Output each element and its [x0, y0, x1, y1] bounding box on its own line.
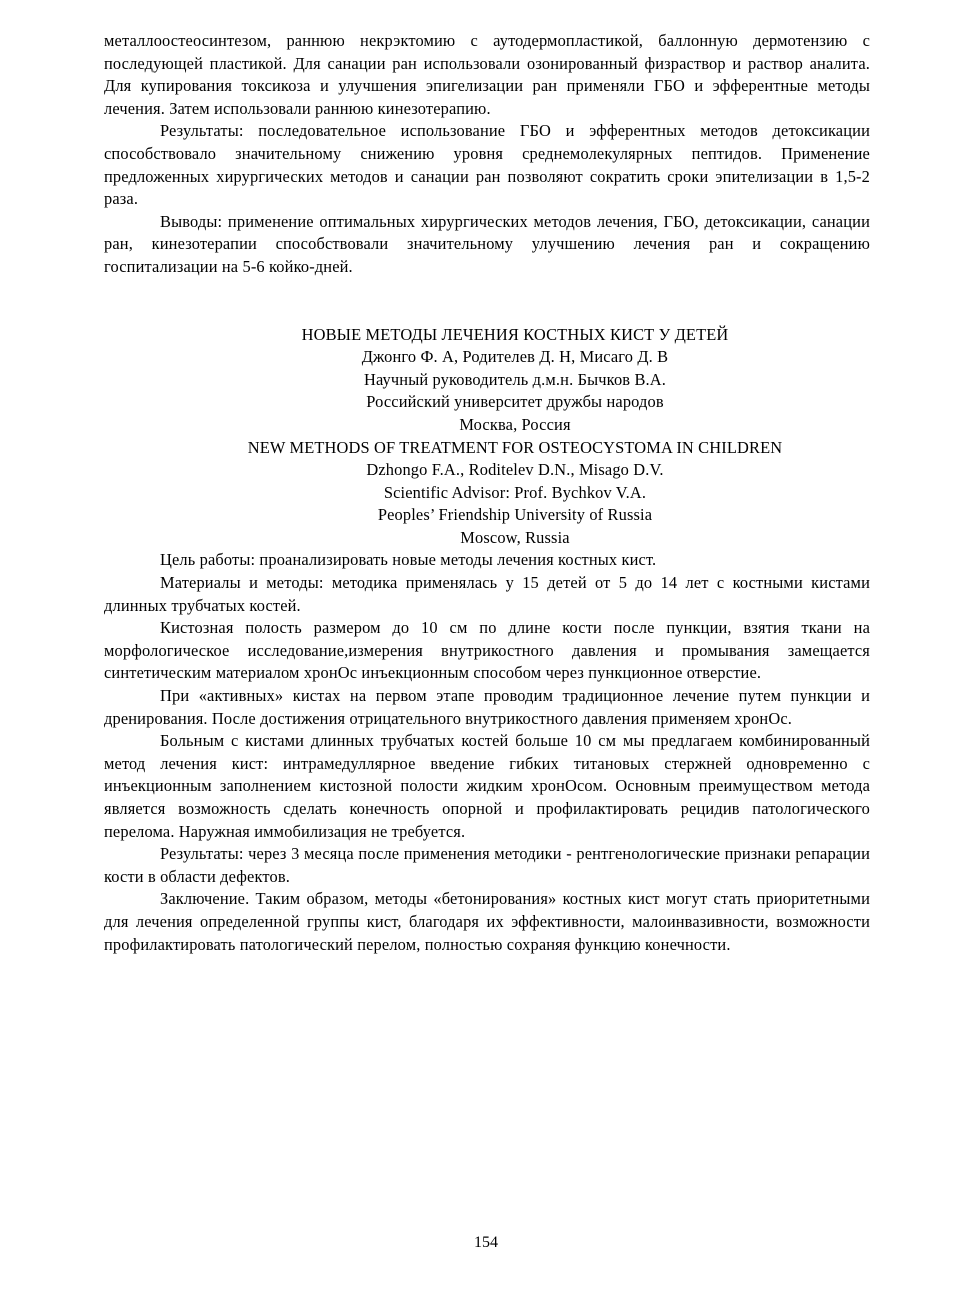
- previous-article-tail: [104, 30, 870, 279]
- article-advisor-ru: Научный руководитель д.м.н. Бычков В.А.: [363, 369, 667, 389]
- paragraph-methods-continued: металлоостеосинтезом, раннюю некрэктомию с аутодермопластикой, баллонную дермотензию с последующей пластикой. Для санации ран использовали озонированный физраствор и раствор аналита. Для купирования токсикоза и улучшения эпигелизации ран применяли ГБО и эфферентные методы лечения. Затем использовали раннюю кинезотерапию.: [104, 31, 870, 118]
- page-number: 154: [474, 1234, 498, 1251]
- paragraph-materials-methods: Материалы и методы: методика применялась у 15 детей от 5 до 14 лет с костными кистами длинных трубчатых костей.: [104, 573, 870, 615]
- article-body: [104, 549, 870, 956]
- article-title-en: NEW METHODS OF TREATMENT FOR OSTEOCYSTOMA IN CHILDREN: [247, 437, 783, 457]
- paragraph-results: Результаты: последовательное использование ГБО и эфферентных методов детоксикации способствовало значительному снижению уровня среднемолекулярных пептидов. Применение предложенных хирургических методов и санации ран позволяют сократить сроки эпителизации в 1,5-2 раза.: [104, 121, 870, 209]
- article-authors-en: Dzhongo F.A., Roditelev D.N., Misago D.V.: [366, 460, 664, 480]
- paragraph-active-cysts: При «активных» кистах на первом этапе проводим традиционное лечение путем пункции и дренирования. После достижения отрицательного внутрикостного давления применяем хронОс.: [104, 686, 870, 728]
- article-heading: [160, 324, 870, 550]
- article-university-ru: Российский университет дружбы народов: [366, 392, 664, 412]
- section-gap: [104, 279, 870, 324]
- article-advisor-en: Scientific Advisor: Prof. Bychkov V.A.: [383, 482, 647, 502]
- paragraph-results: Результаты: через 3 месяца после применения методики - рентгенологические признаки репарации кости в области дефектов.: [104, 844, 870, 886]
- article-title-ru: НОВЫЕ МЕТОДЫ ЛЕЧЕНИЯ КОСТНЫХ КИСТ У ДЕТЕЙ: [301, 324, 729, 344]
- paragraph-combined-method: Больным с кистами длинных трубчатых костей больше 10 см мы предлагаем комбинированный метод лечения кист: интрамедуллярное введение гибких титановых стержней одновременно с инъекционным заполнением кистозной полости жидким хронОсом. Основным преимуществом метода является возможность сделать конечность опорной и профилактировать рецидив патологического перелома. Наружная иммобилизация не требуется.: [104, 731, 870, 841]
- paragraph-conclusion: Заключение. Таким образом, методы «бетонирования» костных кист могут стать приоритетными для лечения определенной группы кист, благодаря их эффективности, малоинвазивности, возможности профилактировать патологический перелом, полностью сохраняя функцию конечности.: [104, 889, 870, 954]
- paragraph-cyst-cavity: Кистозная полость размером до 10 см по длине кости после пункции, взятия ткани на морфологическое исследование,измерения внутрикостного давления и промывания замещается синтетическим материалом хронОс инъекционным способом через пункционное отверстие.: [104, 618, 870, 683]
- article-city-en: Moscow, Russia: [460, 527, 570, 547]
- article-authors-ru: Джонго Ф. А, Родителев Д. Н, Мисаго Д. В: [361, 347, 669, 367]
- paragraph-conclusions: Выводы: применение оптимальных хирургических методов лечения, ГБО, детоксикации, санации ран, кинезотерапии способствовали значительному улучшению лечения ран и сокращению госпитализации на 5-6 койко-дней.: [104, 211, 870, 276]
- article-university-en: Peoples’ Friendship University of Russia: [377, 505, 653, 525]
- paragraph-aim: Цель работы: проанализировать новые методы лечения костных кист.: [160, 550, 657, 570]
- article-city-ru: Москва, Россия: [459, 414, 571, 434]
- document-page: [104, 30, 870, 956]
